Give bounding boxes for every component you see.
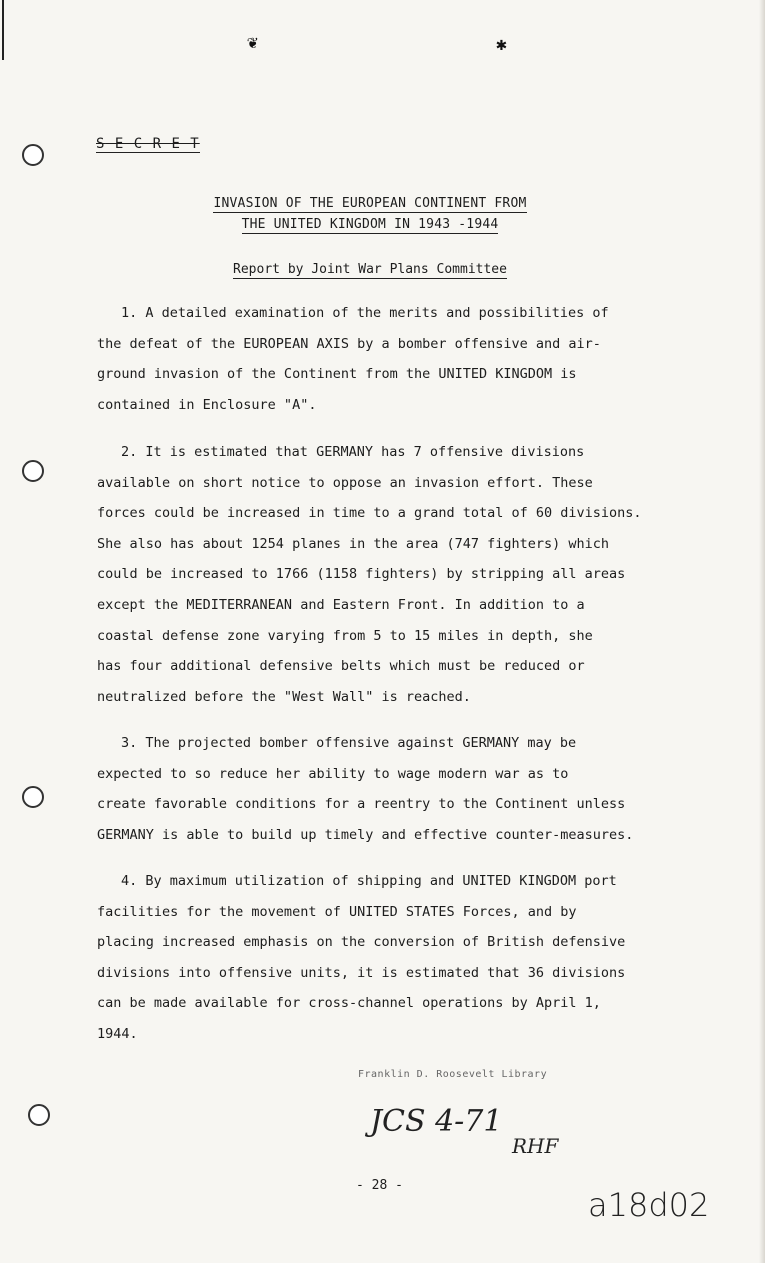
paragraph-line: available on short notice to oppose an invasion effort. These <box>97 474 593 491</box>
paragraph-line: could be increased to 1766 (1158 fighters) by stripping all areas <box>97 566 626 583</box>
page-edge-shadow <box>759 0 765 1263</box>
punch-hole <box>22 786 44 808</box>
paragraph-line: She also has about 1254 planes in the area (747 fighters) which <box>97 535 610 552</box>
paragraph-line: create favorable conditions for a reentry to the Continent unless <box>97 796 626 813</box>
paragraph-2 <box>97 437 727 712</box>
paragraph-line: placing increased emphasis on the conversion of British defensive <box>97 934 626 951</box>
paragraph-line: facilities for the movement of UNITED STATES Forces, and by <box>97 903 577 920</box>
document-title-line-1: INVASION OF THE EUROPEAN CONTINENT FROM <box>213 196 527 211</box>
paragraph-line: has four additional defensive belts which must be reduced or <box>97 658 585 675</box>
paragraph-line: can be made available for cross-channel operations by April 1, <box>97 995 601 1012</box>
paragraph-3 <box>97 728 727 850</box>
paragraph-line: 3. The projected bomber offensive against GERMANY may be <box>121 735 577 751</box>
paragraph-line: 1. A detailed examination of the merits and possibilities of <box>121 305 609 321</box>
page-number: - 28 - <box>356 1178 403 1193</box>
edge-mark <box>2 0 4 60</box>
paragraph-1 <box>97 298 727 420</box>
paragraph-line: 4. By maximum utilization of shipping and UNITED KINGDOM port <box>121 873 617 889</box>
library-stamp: Franklin D. Roosevelt Library <box>358 1069 548 1080</box>
handwritten-initials: RHF <box>512 1134 559 1158</box>
paragraph-4 <box>97 866 727 1050</box>
punch-hole <box>22 144 44 166</box>
paragraph-line: the defeat of the EUROPEAN AXIS by a bomber offensive and air- <box>97 335 601 352</box>
paragraph-line: expected to so reduce her ability to wage modern war as to <box>97 765 569 782</box>
punch-hole <box>28 1104 50 1126</box>
paragraph-line: forces could be increased in time to a grand total of 60 divisions. <box>97 505 642 522</box>
classification-letter: S <box>96 136 106 152</box>
paragraph-line: GERMANY is able to build up timely and effective counter-measures. <box>97 826 634 843</box>
paragraph-line: contained in Enclosure "A". <box>97 396 317 413</box>
classification-marking: S E C R E T <box>96 136 200 152</box>
document-title-line-2: THE UNITED KINGDOM IN 1943 -1944 <box>241 217 499 232</box>
paragraph-line: except the MEDITERRANEAN and Eastern Front. In addition to a <box>97 596 585 613</box>
smudge-mark: ✱ <box>496 34 507 55</box>
paragraph-line: 2. It is estimated that GERMANY has 7 offensive divisions <box>121 444 585 460</box>
paragraph-line: ground invasion of the Continent from the UNITED KINGDOM is <box>97 366 577 383</box>
handwritten-document-id: a18d02 <box>588 1186 710 1224</box>
report-subtitle: Report by Joint War Plans Committee <box>233 262 507 277</box>
paragraph-line: divisions into offensive units, it is estimated that 36 divisions <box>97 964 626 981</box>
paragraph-line: 1944. <box>97 1025 138 1042</box>
handwritten-reference: JCS 4-71 <box>370 1104 503 1139</box>
paragraph-line: neutralized before the "West Wall" is reached. <box>97 688 471 705</box>
paragraph-line: coastal defense zone varying from 5 to 15 miles in depth, she <box>97 627 593 644</box>
smudge-mark: ❦ <box>247 32 258 53</box>
punch-hole <box>22 460 44 482</box>
